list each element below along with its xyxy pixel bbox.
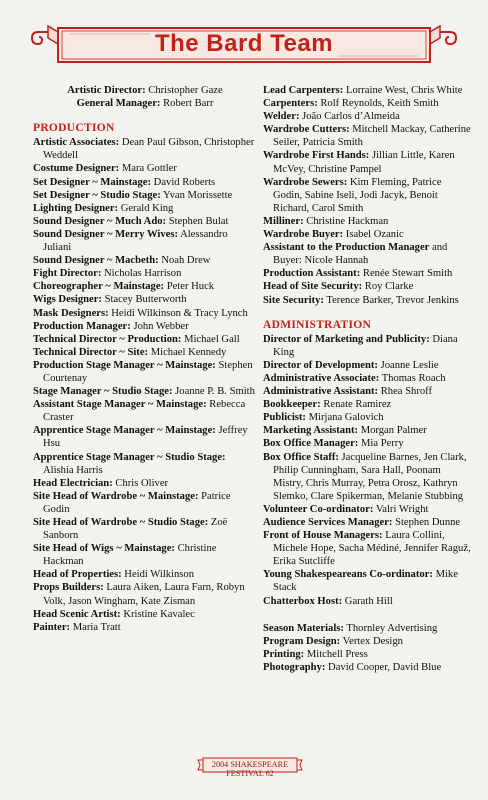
staff-entry	[33, 307, 257, 320]
staff-names: David Roberts	[151, 176, 216, 188]
role-label: General Manager:	[76, 98, 161, 110]
staff-names: Zoë Sanborn	[43, 517, 228, 542]
staff-entry	[263, 333, 471, 359]
role-label: Technical Director ~ Production:	[33, 333, 182, 345]
role-label: Site Head of Wardrobe ~ Studio Stage:	[33, 517, 209, 528]
role-label: Young Shakespeareans Co-ordinator:	[263, 569, 433, 581]
role-label: Wardrobe Cutters:	[263, 124, 350, 136]
role-label: Wardrobe Buyer:	[263, 229, 344, 241]
role-label: Set Designer ~ Mainstage:	[33, 176, 152, 188]
role-label: Wigs Designer:	[33, 294, 102, 306]
role-label: Production Assistant:	[263, 268, 361, 280]
staff-entry	[263, 424, 471, 437]
role-label: Assistant Stage Manager ~ Mainstage:	[33, 399, 207, 411]
staff-names: Garath Hill	[342, 595, 393, 607]
staff-names: Mitchell Mackay, Catherine Seiler, Patricia Smith	[273, 124, 471, 149]
staff-names: Morgan Palmer	[358, 425, 427, 437]
role-label: Production Manager:	[33, 320, 131, 332]
staff-names: Chris Oliver	[112, 477, 169, 489]
staff-entry	[33, 608, 257, 621]
staff-entry	[263, 294, 471, 307]
staff-names: Stephen Bulat	[166, 215, 229, 227]
staff-entry	[33, 97, 257, 110]
staff-entry	[33, 359, 257, 385]
staff-entry	[263, 398, 471, 411]
role-label: Site Head of Wardrobe ~ Mainstage:	[33, 490, 199, 502]
staff-names: Renée Stewart Smith	[360, 268, 453, 280]
staff-entry	[263, 228, 471, 241]
staff-entry	[263, 280, 471, 293]
staff-entry	[263, 437, 471, 450]
staff-entry	[263, 176, 471, 215]
staff-names: Mitchell Press	[304, 648, 368, 660]
staff-names: Vertex Design	[340, 635, 403, 647]
staff-names: Valri Wright	[373, 503, 429, 515]
section-heading-production: PRODUCTION	[33, 122, 115, 135]
staff-entry	[33, 267, 257, 280]
staff-names: Rhea Shroff	[378, 386, 433, 398]
role-label: Front of House Managers:	[263, 530, 383, 542]
staff-entry	[33, 228, 257, 254]
staff-entry	[263, 241, 471, 267]
staff-names: Kim Fleming, Patrice Godin, Sabine Iseli, Jodi Jacyk, Benoit Richard, Carol Smith	[273, 176, 442, 214]
staff-entry	[263, 411, 471, 424]
staff-entry	[33, 516, 257, 542]
staff-names: Roy Clarke	[362, 281, 414, 293]
role-label: Administrative Associate:	[263, 372, 380, 384]
staff-entry	[33, 280, 257, 293]
staff-entry	[263, 451, 471, 503]
staff-names: Heidi Wilkinson	[121, 569, 195, 581]
role-label: Director of Development:	[263, 359, 378, 371]
staff-entry	[33, 451, 257, 477]
role-label: Publicist:	[263, 412, 306, 424]
role-label: Lighting Designer:	[33, 202, 119, 214]
staff-entry	[33, 346, 257, 359]
page-title: The Bard Team	[154, 30, 334, 57]
staff-entry	[33, 136, 257, 162]
staff-entry	[263, 110, 471, 123]
staff-names: Heidi Wilkinson & Tracy Lynch	[108, 307, 248, 319]
role-label: Head Electrician:	[33, 477, 113, 489]
staff-entry	[263, 385, 471, 398]
role-label: Program Design:	[263, 635, 341, 647]
staff-names: David Cooper, David Blue	[325, 661, 442, 673]
role-label: Set Designer ~ Studio Stage:	[33, 189, 161, 201]
staff-entry	[263, 622, 471, 635]
staff-names: Stephen Dunne	[392, 517, 461, 528]
section-heading-administration: ADMINISTRATION	[263, 318, 372, 331]
role-label: Director of Marketing and Publicity:	[263, 333, 430, 345]
staff-names: Alessandro Juliani	[43, 228, 228, 254]
staff-names: Dean Paul Gibson, Christopher Weddell	[43, 137, 255, 162]
role-label: Artistic Director:	[67, 85, 146, 96]
spacer	[263, 608, 471, 622]
role-label: Artistic Associates:	[33, 137, 120, 149]
staff-entry	[33, 84, 257, 97]
role-label: Marketing Assistant:	[263, 425, 359, 437]
staff-names: Yvan Morissette	[160, 189, 233, 201]
staff-names: John Webber	[130, 320, 189, 332]
staff-names: Isabel Ozanic	[343, 229, 404, 241]
staff-entry	[33, 333, 257, 346]
staff-entry	[33, 424, 257, 450]
staff-entry	[263, 359, 471, 372]
staff-names: Christopher Gaze	[145, 85, 223, 96]
staff-entry	[33, 542, 257, 568]
staff-names: Robert Barr	[160, 98, 214, 110]
staff-names: Laura Collini, Michele Hope, Sacha Médiné, Jennifer Raguž, Erika Sutcliffe	[273, 530, 471, 568]
staff-names: Stephen Courtenay	[43, 359, 253, 384]
role-label: Printing:	[263, 648, 305, 660]
page-footer	[197, 757, 303, 778]
staff-names: Lorraine West, Chris White	[343, 85, 463, 96]
staff-names: Mia Perry	[358, 438, 404, 450]
staff-entry	[33, 490, 257, 516]
role-label: Assistant to the Production Manager	[263, 242, 430, 254]
role-label: Sound Designer ~ Merry Wives:	[33, 228, 178, 240]
staff-names: Nicholas Harrison	[101, 268, 182, 280]
staff-names: Patrice Godin	[43, 490, 231, 515]
staff-names: Jeffrey Hsu	[43, 425, 248, 450]
footer-page-label: 2004 SHAKESPEARE FESTIVAL 62	[211, 760, 289, 778]
staff-entry	[33, 568, 257, 581]
staff-names: Michael Kennedy	[148, 346, 227, 358]
staff-entry	[263, 84, 471, 97]
staff-entry	[263, 267, 471, 280]
role-label: Head of Properties:	[33, 569, 122, 581]
staff-entry	[263, 123, 471, 149]
staff-names: Rolf Reynolds, Keith Smith	[317, 98, 439, 110]
role-label: Milliner:	[263, 215, 304, 227]
staff-names: Terence Barker, Trevor Jenkins	[323, 294, 459, 306]
left-column	[33, 84, 257, 634]
staff-names: Jillian Little, Karen McVey, Christine Pampel	[273, 150, 455, 175]
role-label: Choreographer ~ Mainstage:	[33, 281, 165, 293]
staff-entry	[33, 202, 257, 215]
staff-names: Stacey Butterworth	[101, 294, 187, 306]
staff-names: Joanne Leslie	[377, 359, 439, 371]
staff-names: and Buyer: Nicole Hannah	[273, 242, 448, 267]
role-label: Head Scenic Artist:	[33, 608, 121, 620]
role-label: Props Builders:	[33, 582, 104, 594]
staff-names: Thomas Roach	[379, 372, 446, 384]
role-label: Chatterbox Host:	[263, 595, 343, 607]
staff-entry	[33, 293, 257, 306]
staff-names: Renate Ramirez	[320, 399, 392, 411]
role-label: Administrative Assistant:	[263, 386, 379, 398]
role-label: Bookkeeper:	[263, 399, 321, 411]
role-label: Volunteer Co-ordinator:	[263, 503, 374, 515]
staff-entry	[263, 648, 471, 661]
role-label: Mask Designers:	[33, 307, 109, 319]
staff-entry	[33, 477, 257, 490]
staff-names: Noah Drew	[158, 255, 211, 267]
staff-entry	[33, 385, 257, 398]
staff-names: Maria Tratt	[70, 621, 121, 633]
title-banner	[30, 22, 458, 70]
staff-entry	[263, 503, 471, 516]
staff-entry	[33, 215, 257, 228]
staff-names: Laura Aiken, Laura Farn, Robyn Volk, Jason Wingham, Kate Zisman	[43, 582, 245, 607]
staff-names: Mirjana Galovich	[305, 412, 384, 424]
staff-names: Jacqueline Barnes, Jen Clark, Philip Cunningham, Sara Hall, Poonam Mistry, Chris Murray, Petra Orosz, Kathryn Slemko, Clare Spikerman, Melanie Stubbing	[273, 451, 467, 502]
role-label: Fight Director:	[33, 268, 102, 280]
role-label: Welder:	[263, 111, 300, 123]
role-label: Apprentice Stage Manager ~ Studio Stage:	[33, 451, 226, 463]
staff-entry	[263, 635, 471, 648]
staff-names: João Carlos d’Almeida	[299, 111, 400, 123]
role-label: Carpenters:	[263, 98, 318, 110]
staff-entry	[33, 162, 257, 175]
role-label: Season Materials:	[263, 622, 344, 634]
staff-entry	[33, 398, 257, 424]
role-label: Costume Designer:	[33, 163, 120, 175]
staff-entry	[263, 595, 471, 608]
role-label: Painter:	[33, 621, 71, 633]
role-label: Stage Manager ~ Studio Stage:	[33, 386, 173, 398]
staff-entry	[263, 529, 471, 568]
role-label: Box Office Manager:	[263, 438, 359, 450]
staff-entry	[263, 215, 471, 228]
staff-entry	[263, 516, 471, 529]
staff-names: Peter Huck	[164, 281, 215, 293]
staff-names: Michael Gall	[181, 333, 240, 345]
role-label: Sound Designer ~ Much Ado:	[33, 215, 167, 227]
role-label: Lead Carpenters:	[263, 85, 344, 96]
role-label: Apprentice Stage Manager ~ Mainstage:	[33, 425, 216, 437]
role-label: Audience Services Manager:	[263, 517, 393, 528]
staff-names: Alishia Harris	[43, 464, 103, 476]
role-label: Head of Site Security:	[263, 281, 363, 293]
role-label: Technical Director ~ Site:	[33, 346, 149, 358]
staff-entry	[33, 189, 257, 202]
role-label: Box Office Staff:	[263, 451, 339, 463]
staff-names: Christine Hackman	[303, 215, 389, 227]
staff-entry	[263, 372, 471, 385]
right-column	[263, 84, 471, 674]
role-label: Site Head of Wigs ~ Mainstage:	[33, 543, 175, 555]
role-label: Site Security:	[263, 294, 324, 306]
staff-entry	[263, 661, 471, 674]
staff-entry	[33, 254, 257, 267]
role-label: Wardrobe First Hands:	[263, 150, 370, 162]
staff-names: Gerald King	[118, 202, 174, 214]
staff-names: Joanne P. B. Smith	[172, 386, 255, 398]
role-label: Wardrobe Sewers:	[263, 176, 348, 188]
staff-entry	[33, 621, 257, 634]
staff-names: Thornley Advertising	[343, 622, 438, 634]
role-label: Sound Designer ~ Macbeth:	[33, 255, 159, 267]
staff-names: Diana King	[273, 333, 458, 358]
staff-entry	[263, 149, 471, 175]
staff-entry	[263, 568, 471, 594]
staff-entry	[33, 581, 257, 607]
staff-names: Mike Stack	[273, 569, 458, 594]
staff-names: Kristine Kavalec	[120, 608, 195, 620]
staff-entry	[33, 320, 257, 333]
role-label: Photography:	[263, 661, 326, 673]
staff-entry	[263, 97, 471, 110]
staff-names: Rebecca Craster	[43, 399, 246, 424]
staff-entry	[33, 176, 257, 189]
role-label: Production Stage Manager ~ Mainstage:	[33, 359, 216, 371]
staff-names: Mara Gottler	[119, 163, 177, 175]
staff-names: Christine Hackman	[43, 543, 217, 568]
